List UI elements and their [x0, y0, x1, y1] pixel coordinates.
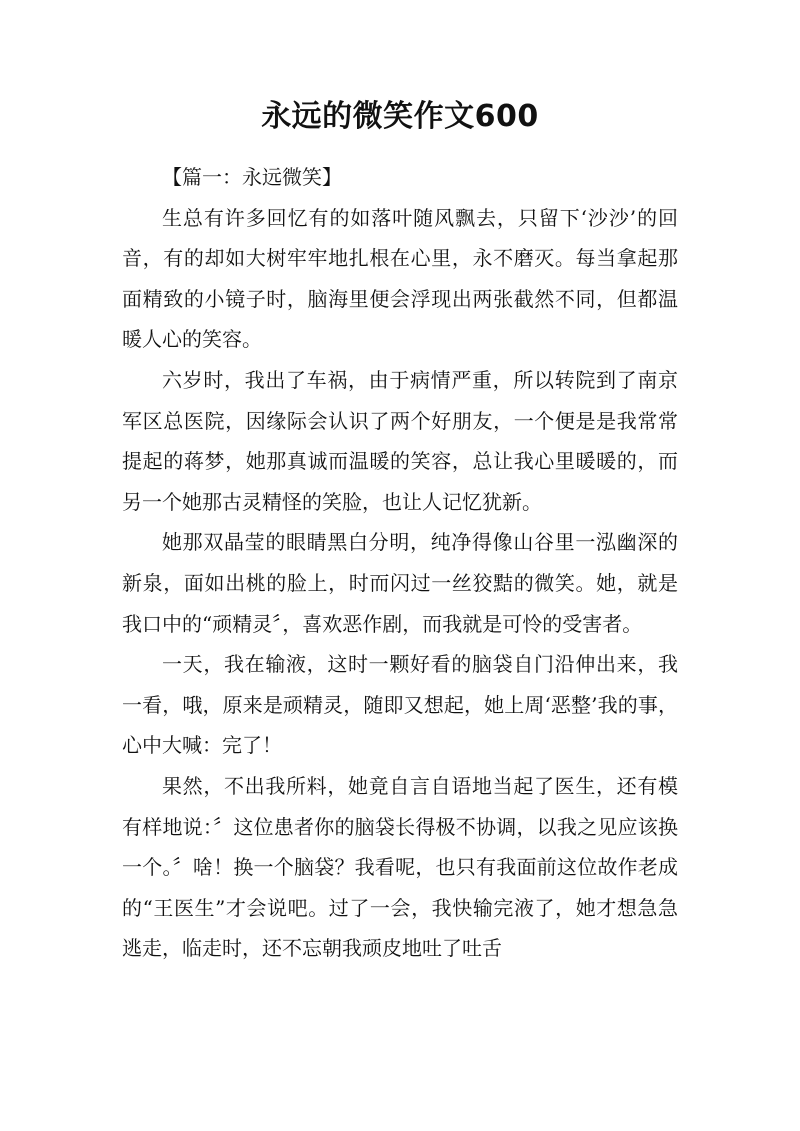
section-label: 【篇一：永远微笑】 — [162, 165, 342, 189]
paragraph: 果然，不出我所料，她竟自言自语地当起了医生，还有模有样地说：〞这位患者你的脑袋长得极不协调，以我之见应该换一个。〞啥！换一个脑袋？我看呢，也只有我面前这位故作老成的“王医生”才会说吧。过了一会，我快输完液了，她才想急急逃走，临走时，还不忘朝我顽皮地吐了吐舌 — [122, 773, 678, 961]
paragraph: 她那双晶莹的眼睛黑白分明，纯净得像山谷里一泓幽深的新泉，面如出桃的脸上，时而闪过一丝狡黠的微笑。她，就是我口中的“顽精灵〞，喜欢恶作剧，而我就是可怜的受害者。 — [122, 530, 678, 636]
document-body — [122, 157, 678, 969]
paragraph: 一天，我在输液，这时一颗好看的脑袋自门沿伸出来，我一看，哦，原来是顽精灵，随即又想起，她上周‘恶整’我的事，心中大喊：完了！ — [122, 652, 678, 758]
paragraph: 六岁时，我出了车祸，由于病情严重，所以转院到了南京军区总医院，因缘际会认识了两个好朋友，一个便是是我常常提起的蒋梦，她那真诚而温暖的笑容，总让我心里暖暖的，而另一个她那古灵精怪的笑脸，也让人记忆犹新。 — [122, 367, 678, 514]
paragraph: 生总有许多回忆有的如落叶随风飘去，只留下‘沙沙’的回音，有的却如大树牢牢地扎根在心里，永不磨灭。每当拿起那面精致的小镜子时，脑海里便会浮现出两张截然不同，但都温暖人心的笑容。 — [122, 205, 678, 352]
document-title: 永远的微笑作文600 — [261, 99, 539, 134]
